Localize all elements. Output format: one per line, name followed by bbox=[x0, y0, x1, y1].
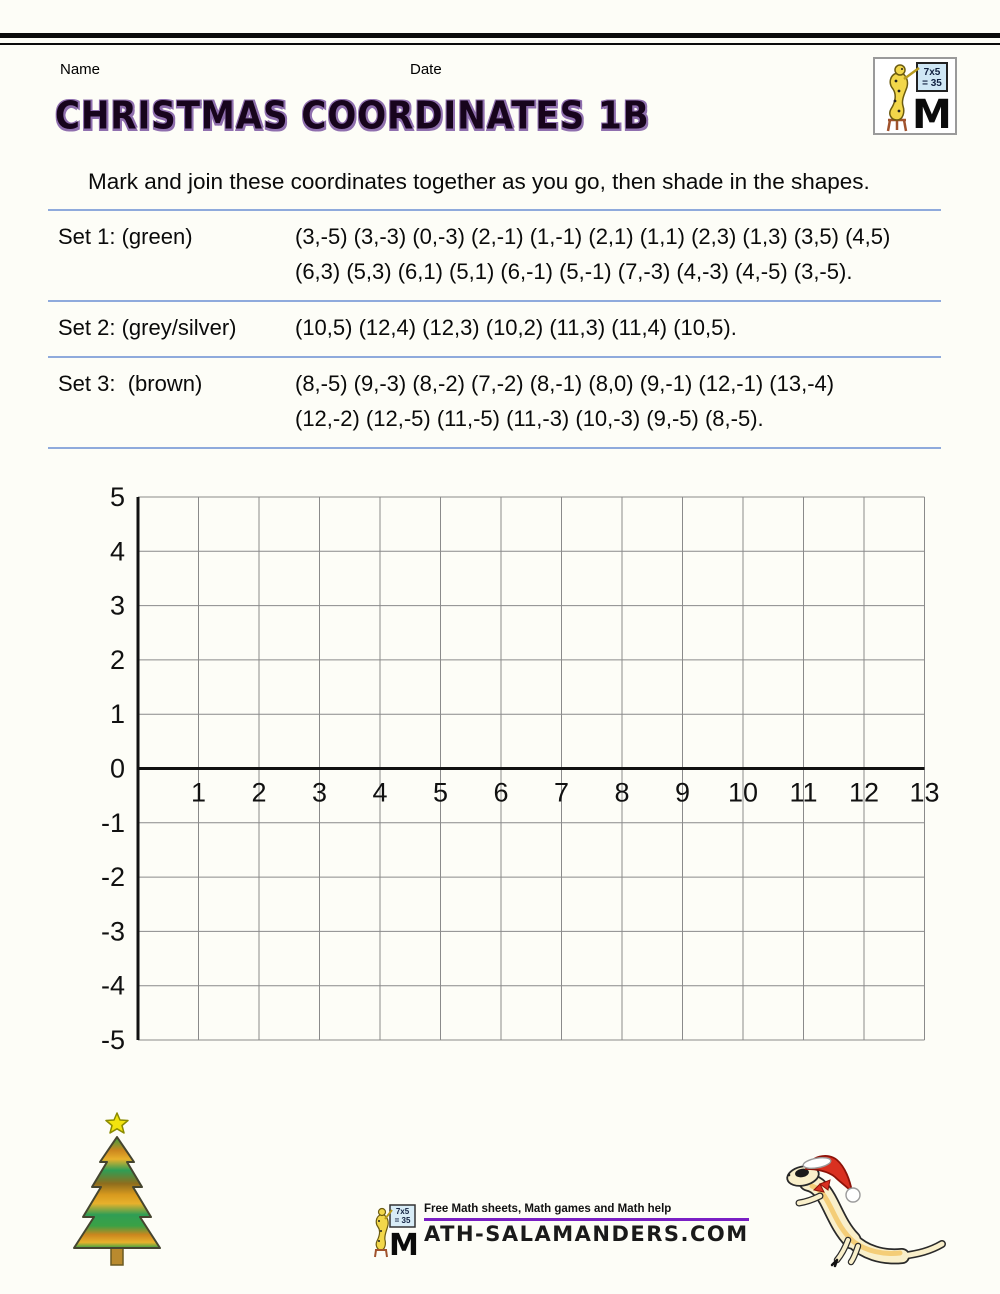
whiteboard-text-line1: 7x5 bbox=[395, 1207, 410, 1216]
tree-star-icon bbox=[106, 1113, 128, 1133]
corner-logo-graphic bbox=[875, 59, 955, 133]
set-row-3 bbox=[48, 358, 941, 449]
axis-tick-label: 5 bbox=[109, 482, 125, 512]
coordinate-grid-area bbox=[90, 480, 990, 1080]
axis-tick-label: 13 bbox=[909, 777, 940, 808]
axis-tick-label: 0 bbox=[109, 753, 125, 784]
set-row-2 bbox=[48, 302, 941, 358]
axis-tick-label: -3 bbox=[100, 916, 125, 947]
axis-tick-label: 4 bbox=[109, 536, 125, 567]
christmas-tree-icon bbox=[70, 1105, 170, 1275]
axis-tick-label: 7 bbox=[553, 777, 570, 808]
axis-tick-label: 1 bbox=[109, 699, 125, 730]
axis-tick-label: 9 bbox=[674, 777, 691, 808]
logo-m-letter: M bbox=[912, 92, 952, 133]
stool-icon bbox=[888, 120, 906, 131]
axis-tick-label: 11 bbox=[789, 777, 818, 808]
axis-tick-label: 12 bbox=[848, 777, 880, 808]
whiteboard-text-line2: = 35 bbox=[394, 1216, 411, 1225]
tree-trunk bbox=[111, 1248, 123, 1265]
coordinate-line: (6,3) (5,3) (6,1) (5,1) (6,-1) (5,-1) (7,-3) (4,-3) (4,-5) (3,-5). bbox=[295, 259, 853, 284]
coordinate-line: (3,-5) (3,-3) (0,-3) (2,-1) (1,-1) (2,1) (1,1) (2,3) (1,3) (3,5) (4,5) bbox=[295, 224, 891, 249]
coordinate-grid bbox=[90, 480, 990, 1080]
footer-tagline: Free Math sheets, Math games and Math help bbox=[424, 1203, 749, 1221]
axis-tick-label: -1 bbox=[100, 807, 125, 838]
axis-tick-label: 2 bbox=[251, 777, 267, 808]
santa-salamander-illustration bbox=[778, 1148, 958, 1273]
salamander-body bbox=[785, 1163, 942, 1266]
axis-tick-label: 3 bbox=[109, 590, 125, 621]
stool-icon bbox=[375, 1250, 387, 1257]
top-border-rule bbox=[0, 33, 1000, 38]
axis-tick-label: 3 bbox=[311, 777, 328, 808]
axis-tick-label: -5 bbox=[100, 1025, 125, 1055]
logo-m-letter: M bbox=[389, 1228, 419, 1259]
axis-tick-label: 4 bbox=[372, 777, 388, 808]
axis-tick-label: 6 bbox=[493, 777, 509, 808]
axis-tick-label: 2 bbox=[109, 644, 125, 675]
set-1-coordinates bbox=[295, 219, 941, 289]
coordinate-line: (8,-5) (9,-3) (8,-2) (7,-2) (8,-1) (8,0) (9,-1) (12,-1) (13,-4) bbox=[295, 371, 835, 396]
whiteboard-text-line1: 7x5 bbox=[923, 67, 941, 78]
footer-logo-icon bbox=[372, 1203, 420, 1259]
footer-text-block bbox=[424, 1203, 749, 1246]
tree-body bbox=[74, 1137, 160, 1248]
whiteboard-text-line2: = 35 bbox=[922, 78, 942, 89]
instruction-text: Mark and join these coordinates together as you go, then shade in the shapes. bbox=[88, 169, 870, 194]
axis-tick-label: 8 bbox=[614, 777, 630, 808]
coordinate-line: (10,5) (12,4) (12,3) (10,2) (11,3) (11,4) (10,5). bbox=[295, 315, 737, 340]
axis-tick-label: 5 bbox=[432, 777, 449, 808]
axis-tick-label: -2 bbox=[100, 862, 125, 893]
axis-tick-label: 10 bbox=[727, 777, 759, 808]
set-3-label: Set 3: (brown) bbox=[58, 371, 203, 396]
axis-tick-label: -4 bbox=[100, 970, 125, 1001]
set-2-label: Set 2: (grey/silver) bbox=[58, 315, 237, 340]
set-3-coordinates bbox=[295, 366, 941, 436]
footer-site-text: ATH-SALAMANDERS.COM bbox=[424, 1222, 749, 1246]
set-2-coordinates bbox=[295, 310, 941, 345]
page-title: CHRISTMAS COORDINATES 1B bbox=[55, 94, 650, 139]
axis-tick-label: 1 bbox=[190, 777, 207, 808]
top-border-rule-thin bbox=[0, 43, 1000, 45]
date-field-label: Date bbox=[410, 61, 442, 78]
footer-logo bbox=[372, 1203, 749, 1259]
coordinate-sets-table bbox=[48, 209, 941, 449]
math-salamanders-corner-logo bbox=[873, 57, 957, 135]
set-row-1 bbox=[48, 211, 941, 302]
set-1-label: Set 1: (green) bbox=[58, 224, 193, 249]
santa-salamander-icon bbox=[778, 1148, 956, 1273]
name-field-label: Name bbox=[60, 61, 101, 78]
christmas-tree-illustration bbox=[70, 1105, 170, 1275]
coordinate-line: (12,-2) (12,-5) (11,-5) (11,-3) (10,-3) (9,-5) (8,-5). bbox=[295, 406, 764, 431]
